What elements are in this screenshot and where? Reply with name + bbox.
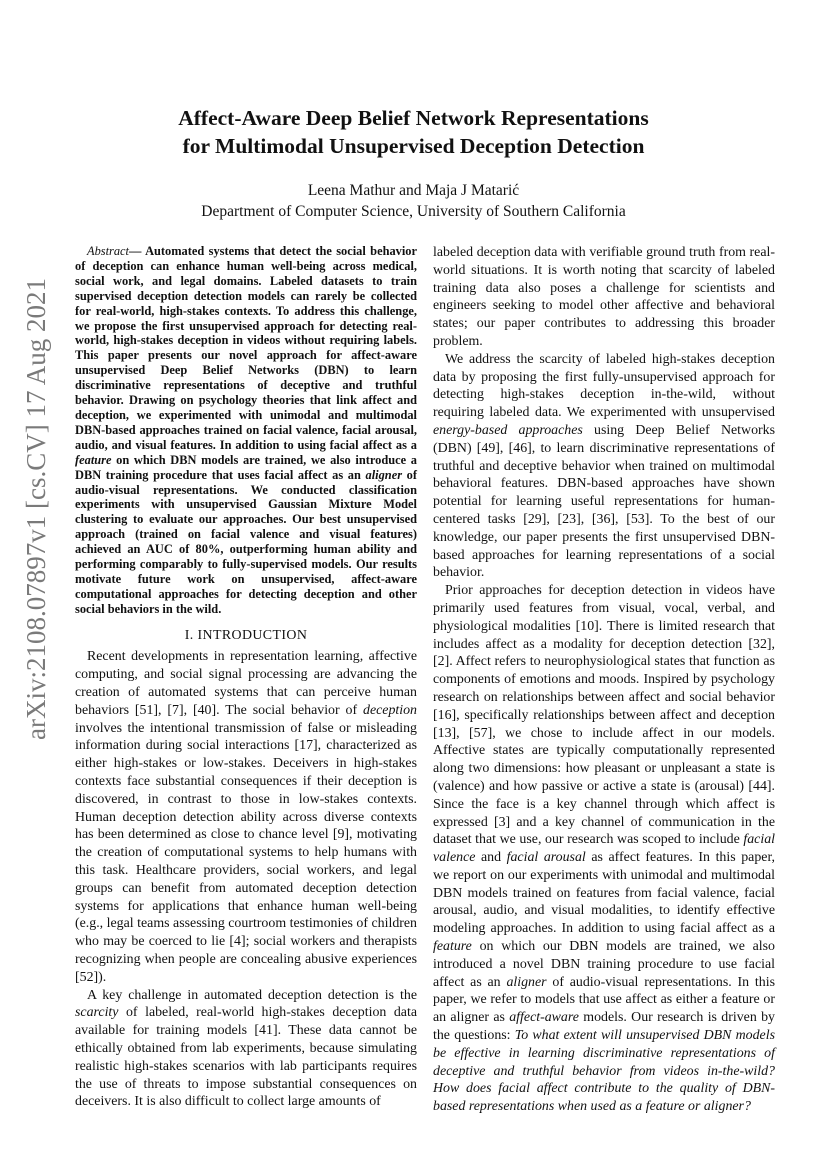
- author-block: [80, 180, 747, 222]
- abstract-dash: —: [129, 244, 146, 258]
- right-column: [433, 244, 775, 1116]
- title-line-2: for Multimodal Unsupervised Deception Detection: [182, 134, 645, 158]
- text: using Deep Belief Networks (DBN) [49], [46], to learn discriminative representations of truthful and deceptive behavior when trained on multimodal behavioral features. DBN-based approaches have shown potential for learning useful representations for human-centered tasks [29], [23], [36], [53]. To the best of our knowledge, our paper presents the first unsupervised DBN-based approaches for learning representations of a social behavior.: [433, 422, 775, 581]
- text: Recent developments in representation learning, affective computing, and social signal processing are advancing the creation of automated systems that can perceive human behaviors [51], [7], [40]. The social behavior of: [75, 649, 417, 718]
- title-line-1: Affect-Aware Deep Belief Network Representations: [178, 106, 649, 130]
- emphasis: facial arousal: [506, 850, 586, 866]
- paragraph: [75, 987, 417, 1112]
- abstract-text: Automated systems that detect the social behavior of deception can enhance human well-being across medical, social work, and legal domains. Labeled datasets to train supervised deception detection models can rarely be collected for real-world, high-stakes contexts. To address this challenge, we propose the first unsupervised approach for detecting real-world, high-stakes deception in videos without requiring labels. This paper presents our novel approach for affect-aware unsupervised Deep Belief Networks (DBN) to learn discriminative representations of deceptive and truthful behavior. Drawing on psychology theories that link affect and deception, we experimented with unimodal and multimodal DBN-based approaches trained on facial valence, facial arousal, audio, and visual features. In addition to using facial affect as a: [75, 244, 417, 452]
- emphasis: scarcity: [75, 1005, 119, 1021]
- paragraph: labeled deception data with verifiable ground truth from real-world situations. It is worth noting that scarcity of labeled training data also poses a challenge for scientists and engineers seeking to model other affective and behavioral states; our paper contributes to addressing this broader problem.: [433, 245, 775, 349]
- text: as affect features. In this paper, we report on our experiments with unimodal and multimodal DBN models trained on features from facial valence, facial arousal, audio, and visual modalities, to identify effective modeling approaches. In addition to using facial affect as a: [433, 850, 775, 937]
- abstract-label: Abstract: [87, 244, 129, 258]
- emphasis: facial valence: [433, 832, 775, 866]
- emphasis: feature: [433, 939, 472, 955]
- text: on which our DBN models are trained, we also introduced a novel DBN training procedure to use facial affect as an: [433, 939, 775, 990]
- abstract-text: of audio-visual representations. We conducted classification experiments with unsupervised Gaussian Mixture Model clustering to evaluate our approaches. Our best unsupervised approach (trained on facial valence and visual features) achieved an AUC of 80%, outperforming human ability and performing comparably to fully-supervised models. Our results motivate future work on unsupervised, affect-aware computational approaches for detecting deception and other social behaviors in the wild.: [75, 467, 417, 616]
- text: of labeled, real-world high-stakes deception data available for training models [41]. These data cannot be ethically obtained from lab experiments, because simulating realistic high-stakes scenarios with lab participants requires the use of threats to impose substantial consequences on deceivers. It is also difficult to collect large amounts of: [75, 1005, 417, 1110]
- paragraph: [75, 648, 417, 986]
- paragraph: [433, 351, 775, 582]
- text: involves the intentional transmission of false or misleading information during social interactions [17], characterized as either high-stakes or low-stakes. Deceivers in high-stakes contexts face substantial consequences if their deception is discovered, in contrast to those in low-stakes contexts. Human deception detection ability across diverse contexts has been determined as close to chance level [9], motivating the creation of computational systems to help humans with this task. Healthcare providers, social workers, and legal groups can benefit from automated deception detection systems for applications that enhance human well-being (e.g., legal teams assessing courtroom testimonies of children who may be coerced to lie [4]; social workers and therapists recognizing when people are concealing abusive experiences [52]).: [75, 720, 417, 985]
- text: A key challenge in automated deception detection is the: [87, 987, 417, 1003]
- abstract-emphasis: aligner: [365, 467, 403, 482]
- abstract: [75, 244, 417, 617]
- section-heading: I. INTRODUCTION: [184, 627, 308, 643]
- arxiv-identifier: arXiv:2108.07897v1 [cs.CV] 17 Aug 2021: [21, 278, 51, 740]
- abstract-text: on which DBN models are trained, we also introduce a DBN training procedure that uses facial affect as an: [75, 452, 417, 482]
- emphasis: aligner: [506, 974, 547, 990]
- emphasis: To what extent will unsupervised DBN models be effective in learning discriminative representations of deceptive and truthful behavior from videos in-the-wild? How does facial affect contribute to the quality of DBN-based representations when used as a feature or aligner?: [433, 1028, 775, 1115]
- text: of audio-visual representations. In this paper, we refer to models that use affect as either a feature or an aligner as: [433, 974, 775, 1026]
- emphasis: deception: [363, 702, 417, 718]
- text: We address the scarcity of labeled high-stakes deception data by proposing the first fully-unsupervised approach for detecting high-stakes deception in-the-wild, without requiring labeled data. We experimented with unsupervised: [433, 351, 775, 421]
- text: models. Our research is driven by the questions:: [433, 1010, 775, 1044]
- paper-title: [80, 104, 747, 160]
- text: Prior approaches for deception detection in videos have primarily used features from visual, vocal, verbal, and physiological modalities [10]. There is limited research that includes affect as a modality for deception detection [32], [2]. Affect refers to neurophysiological states that function as components of emotions and moods. Inspired by psychology research on relationships between affect and social behavior [16], specifically relationships between affect and deception [13], [57], we chose to include affect in our models. Affective states are typically computationally represented along two dimensions: how pleasant or unpleasant a state is (valence) and how passive or active a state is (arousal) [44]. Since the face is a key channel through which affect is expressed [3] and a key channel of communication in the dataset that we use, our research was scoped to include: [433, 583, 775, 848]
- emphasis: affect-aware: [509, 1010, 579, 1026]
- text: and: [475, 850, 507, 866]
- emphasis: energy-based approaches: [433, 422, 583, 438]
- left-column: [75, 244, 417, 1111]
- affiliation: Department of Computer Science, University of Southern California: [201, 203, 626, 220]
- abstract-emphasis: feature: [75, 452, 112, 467]
- paragraph: [433, 582, 775, 1116]
- authors: Leena Mathur and Maja J Matarić: [307, 182, 520, 199]
